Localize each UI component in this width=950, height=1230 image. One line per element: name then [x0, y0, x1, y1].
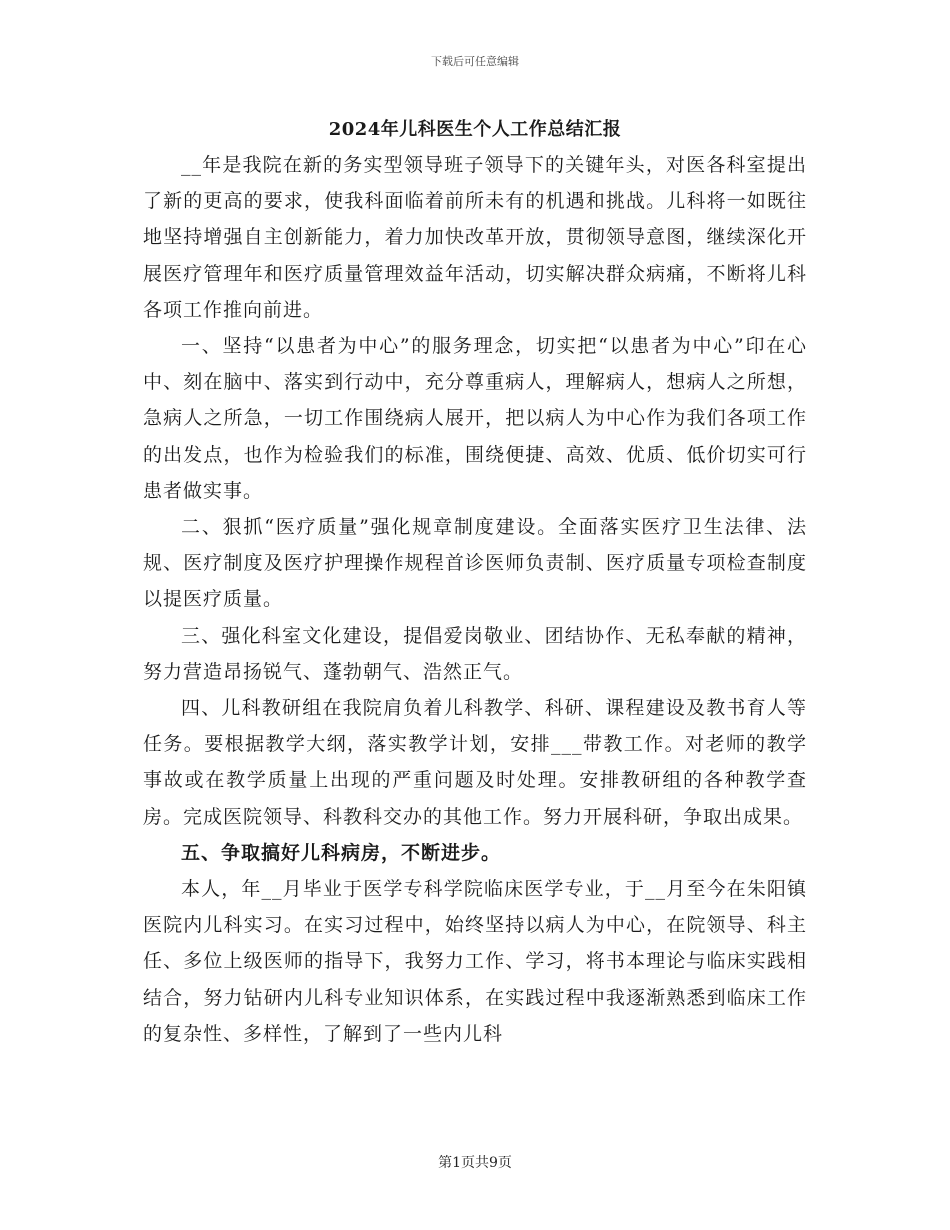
page-number: 第1页共9页: [438, 1155, 512, 1171]
paragraph-section-2: 二、狠抓“医疗质量”强化规章制度建设。全面落实医疗卫生法律、法规、医疗制度及医疗护理操作规程首诊医师负责制、医疗质量专项检查制度以提医疗质量。: [143, 516, 807, 611]
paragraph-section-1: 一、坚持“以患者为中心”的服务理念，切实把“以患者为中心”印在心中、刻在脑中、落实到行动中，充分尊重病人，理解病人，想病人之所想，急病人之所急，一切工作围绕病人展开，把以病人为中心作为我们各项工作的出发点，也作为检验我们的标准，围绕便捷、高效、优质、低价切实可行患者做实事。: [143, 335, 807, 502]
download-note: 下载后可任意编辑: [431, 55, 519, 68]
paragraph-section-4: 四、儿科教研组在我院肩负着儿科教学、科研、课程建设及教书育人等任务。要根据教学大纲，落实教学计划，安排___带教工作。对老师的教学事故或在教学质量上出现的严重问题及时处理。安排教研组的各种教学查房。完成医院领导、科教科交办的其他工作。努力开展科研，争取出成果。: [143, 697, 807, 828]
document-body: [143, 147, 807, 1052]
paragraph-section-3: 三、强化科室文化建设，提倡爱岗敬业、团结协作、无私奉献的精神，努力营造昂扬锐气、蓬勃朝气、浩然正气。: [143, 624, 807, 683]
paragraph-personal: 本人，年__月毕业于医学专科学院临床医学专业，于__月至今在朱阳镇医院内儿科实习。在实习过程中，始终坚持以病人为中心，在院领导、科主任、多位上级医师的指导下，我努力工作、学习，将书本理论与临床实践相结合，努力钻研内儿科专业知识体系，在实践过程中我逐渐熟悉到临床工作的复杂性、多样性，了解到了一些内儿科: [143, 878, 807, 1045]
paragraph-intro: __年是我院在新的务实型领导班子领导下的关键年头，对医各科室提出了新的更高的要求，使我科面临着前所未有的机遇和挑战。儿科将一如既往地坚持增强自主创新能力，着力加快改革开放，贯彻领导意图，继续深化开展医疗管理年和医疗质量管理效益年活动，切实解决群众病痛，不断将儿科各项工作推向前进。: [143, 154, 807, 321]
section-5-heading: 五、争取搞好儿科病房，不断进步。: [181, 841, 502, 864]
document-title: 2024年儿科医生个人工作总结汇报: [328, 119, 622, 140]
